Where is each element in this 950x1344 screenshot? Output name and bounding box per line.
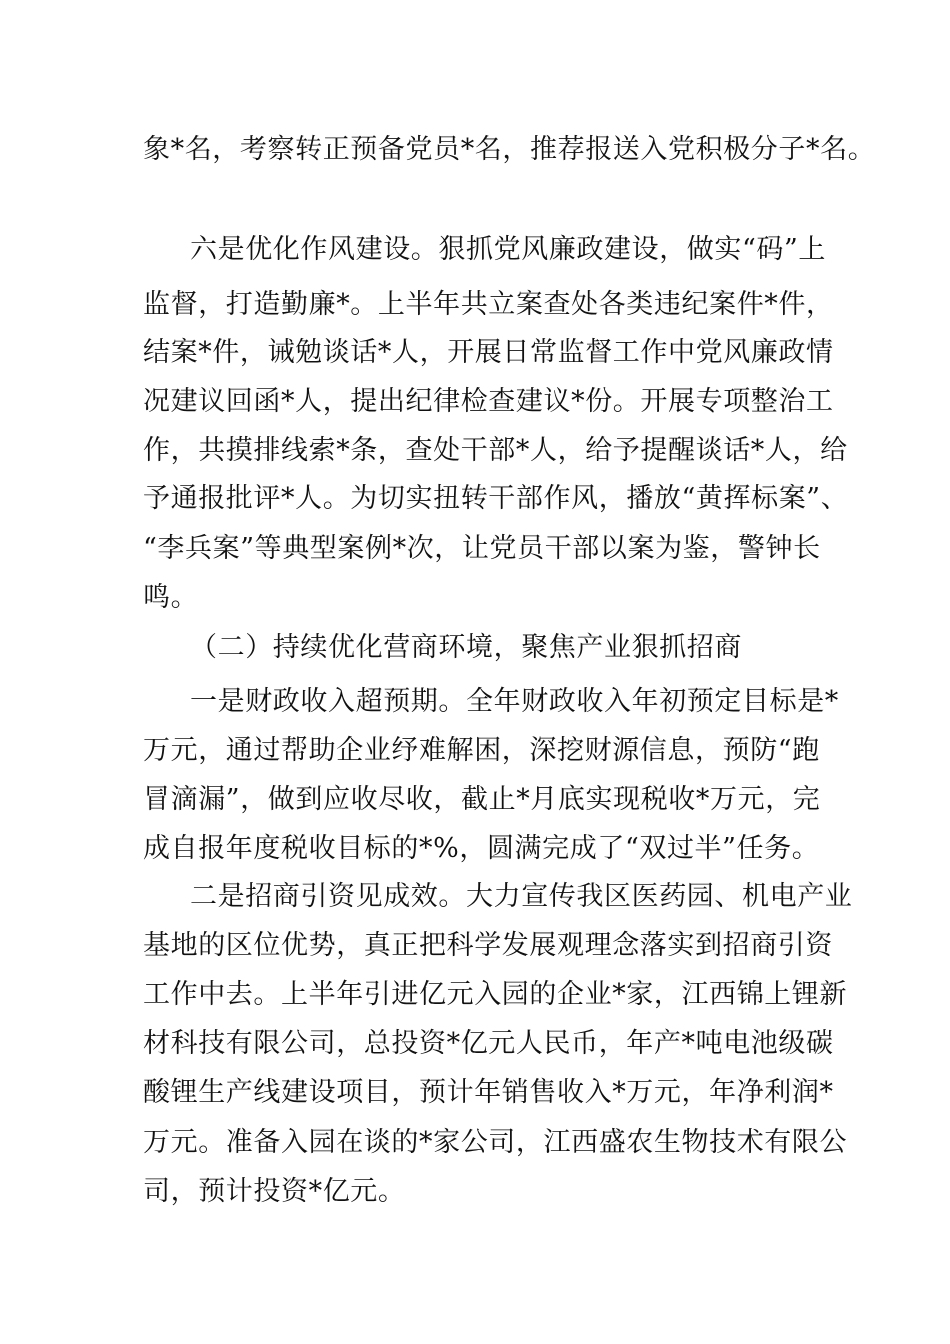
text-line: 工作中去。上半年引进亿元入园的企业*家，江西锦上锂新: [143, 979, 848, 1010]
text-line: 监督，打造勤廉*。上半年共立案查处各类违纪案件*件，: [143, 289, 834, 320]
text-line: 六是优化作风建设。狠抓党风廉政建设，做实“码”上: [190, 234, 827, 265]
text-line: 材科技有限公司，总投资*亿元人民币，年产*吨电池级碳: [143, 1028, 834, 1059]
section-heading: （二）持续优化营商环境，聚焦产业狠抓招商: [190, 632, 742, 663]
text-line: 一是财政收入超预期。全年财政收入年初预定目标是*: [190, 686, 839, 717]
text-line: 成自报年度税收目标的*%，圆满完成了“双过半”任务。: [143, 833, 820, 864]
text-line: 作，共摸排线索*条，查处干部*人，给予提醒谈话*人，给: [143, 435, 848, 466]
text-line: 象*名，考察转正预备党员*名，推荐报送入党积极分子*名。: [143, 134, 876, 165]
text-line: 况建议回函*人，提出纪律检查建议*份。开展专项整治工: [143, 386, 834, 417]
text-line: 鸣。: [143, 582, 199, 613]
text-line: 基地的区位优势，真正把科学发展观理念落实到招商引资: [143, 930, 833, 961]
text-line: 予通报批评*人。为切实扭转干部作风，播放“黄挥标案”、: [143, 483, 849, 514]
text-line: “李兵案”等典型案例*次，让党员干部以案为鉴，警钟长: [143, 533, 821, 564]
text-line: 结案*件，诫勉谈话*人，开展日常监督工作中党风廉政情: [143, 337, 834, 368]
text-line: 万元。准备入园在谈的*家公司，江西盛农生物技术有限公: [143, 1127, 848, 1158]
text-line: 酸锂生产线建设项目，预计年销售收入*万元，年净利润*: [143, 1077, 834, 1108]
text-line: 万元，通过帮助企业纾难解困，深挖财源信息，预防“跑: [143, 735, 820, 766]
text-line: 冒滴漏”，做到应收尽收，截止*月底实现税收*万元，完: [143, 784, 821, 815]
text-line: 司，预计投资*亿元。: [143, 1176, 406, 1207]
text-line: 二是招商引资见成效。大力宣传我区医药园、机电产业: [190, 881, 853, 912]
